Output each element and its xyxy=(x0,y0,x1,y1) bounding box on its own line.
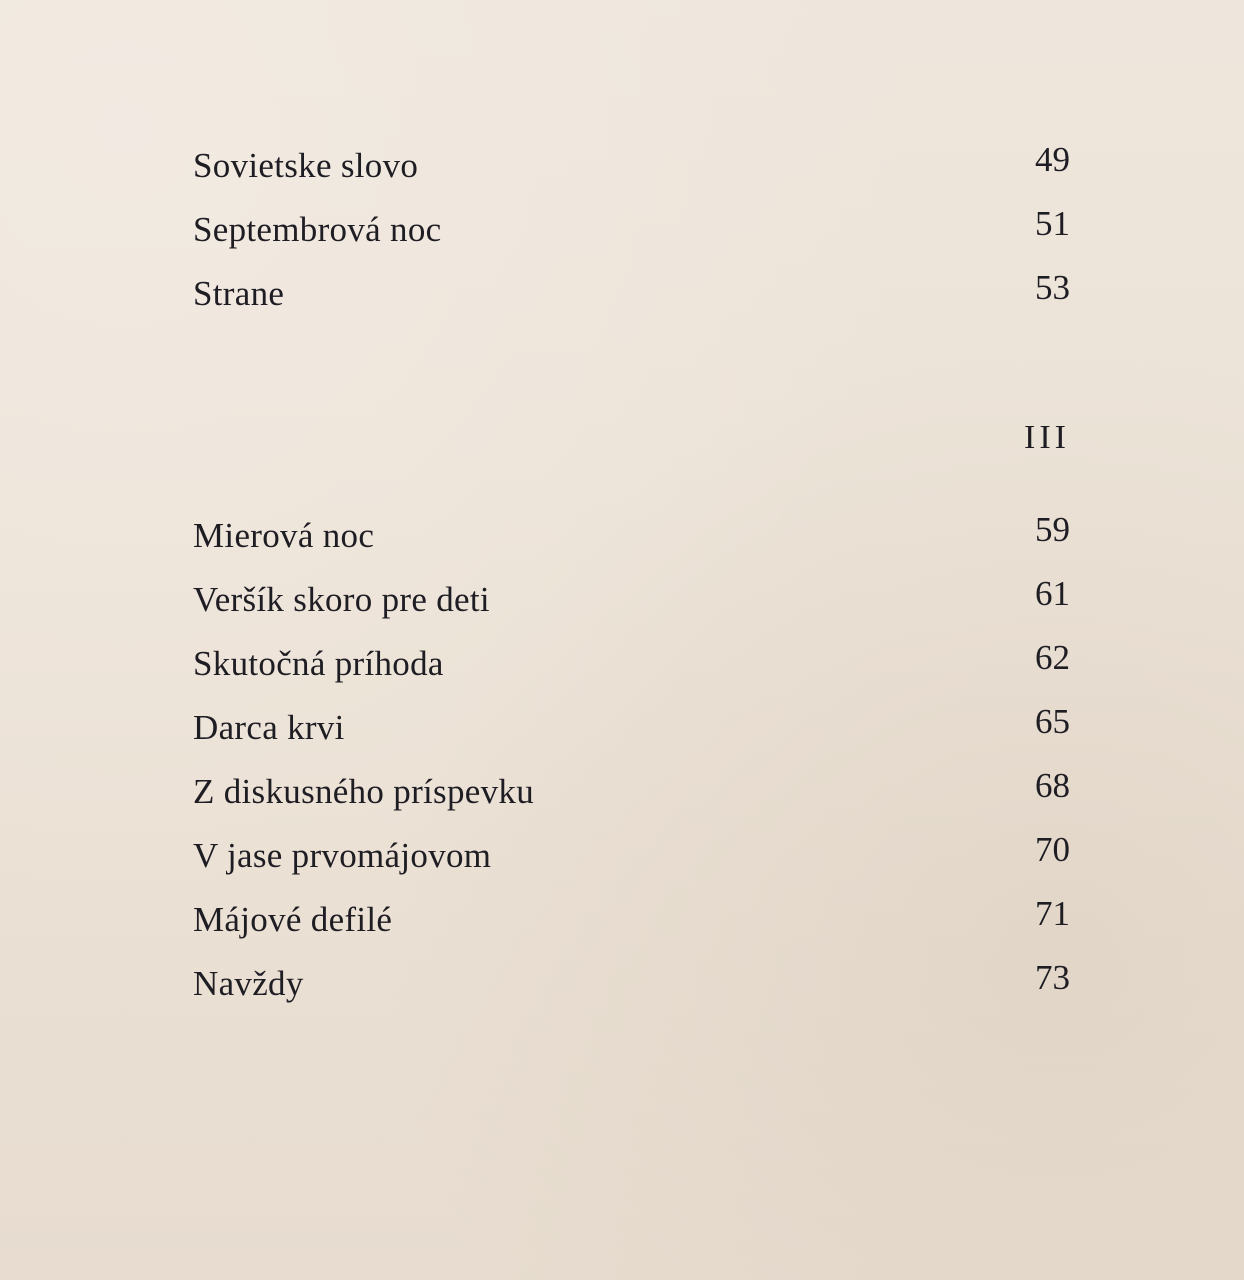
entry-title: Sovietske slovo xyxy=(193,146,419,185)
entry-page-number: 51 xyxy=(1035,204,1070,243)
toc-entry xyxy=(193,894,1070,964)
toc-entry xyxy=(193,638,1070,708)
toc-section-three xyxy=(193,510,1070,1028)
entry-title: Skutočná príhoda xyxy=(193,644,444,683)
entry-title: Navždy xyxy=(193,964,304,1003)
entry-title: Mierová noc xyxy=(193,516,375,555)
toc-entry xyxy=(193,766,1070,836)
toc-entry xyxy=(193,140,1070,210)
toc-entry xyxy=(193,268,1070,338)
entry-page-number: 70 xyxy=(1035,830,1070,869)
entry-page-number: 61 xyxy=(1035,574,1070,613)
section-heading: III xyxy=(1024,419,1070,456)
entry-title: Darca krvi xyxy=(193,708,345,747)
entry-title: V jase prvomájovom xyxy=(193,836,492,875)
toc-entry xyxy=(193,510,1070,580)
entry-page-number: 68 xyxy=(1035,766,1070,805)
entry-page-number: 73 xyxy=(1035,958,1070,997)
entry-page-number: 71 xyxy=(1035,894,1070,933)
entry-page-number: 65 xyxy=(1035,702,1070,741)
entry-title: Veršík skoro pre deti xyxy=(193,580,490,619)
toc-section-two xyxy=(193,140,1070,338)
entry-page-number: 53 xyxy=(1035,268,1070,307)
entry-page-number: 62 xyxy=(1035,638,1070,677)
entry-title: Strane xyxy=(193,274,285,313)
toc-entry xyxy=(193,204,1070,274)
entry-page-number: 59 xyxy=(1035,510,1070,549)
entry-title: Z diskusného príspevku xyxy=(193,772,535,811)
entry-title: Septembrová noc xyxy=(193,210,442,249)
entry-title: Májové defilé xyxy=(193,900,393,939)
toc-entry xyxy=(193,830,1070,900)
toc-entry xyxy=(193,574,1070,644)
entry-page-number: 49 xyxy=(1035,140,1070,179)
toc-entry xyxy=(193,702,1070,772)
toc-entry xyxy=(193,958,1070,1028)
